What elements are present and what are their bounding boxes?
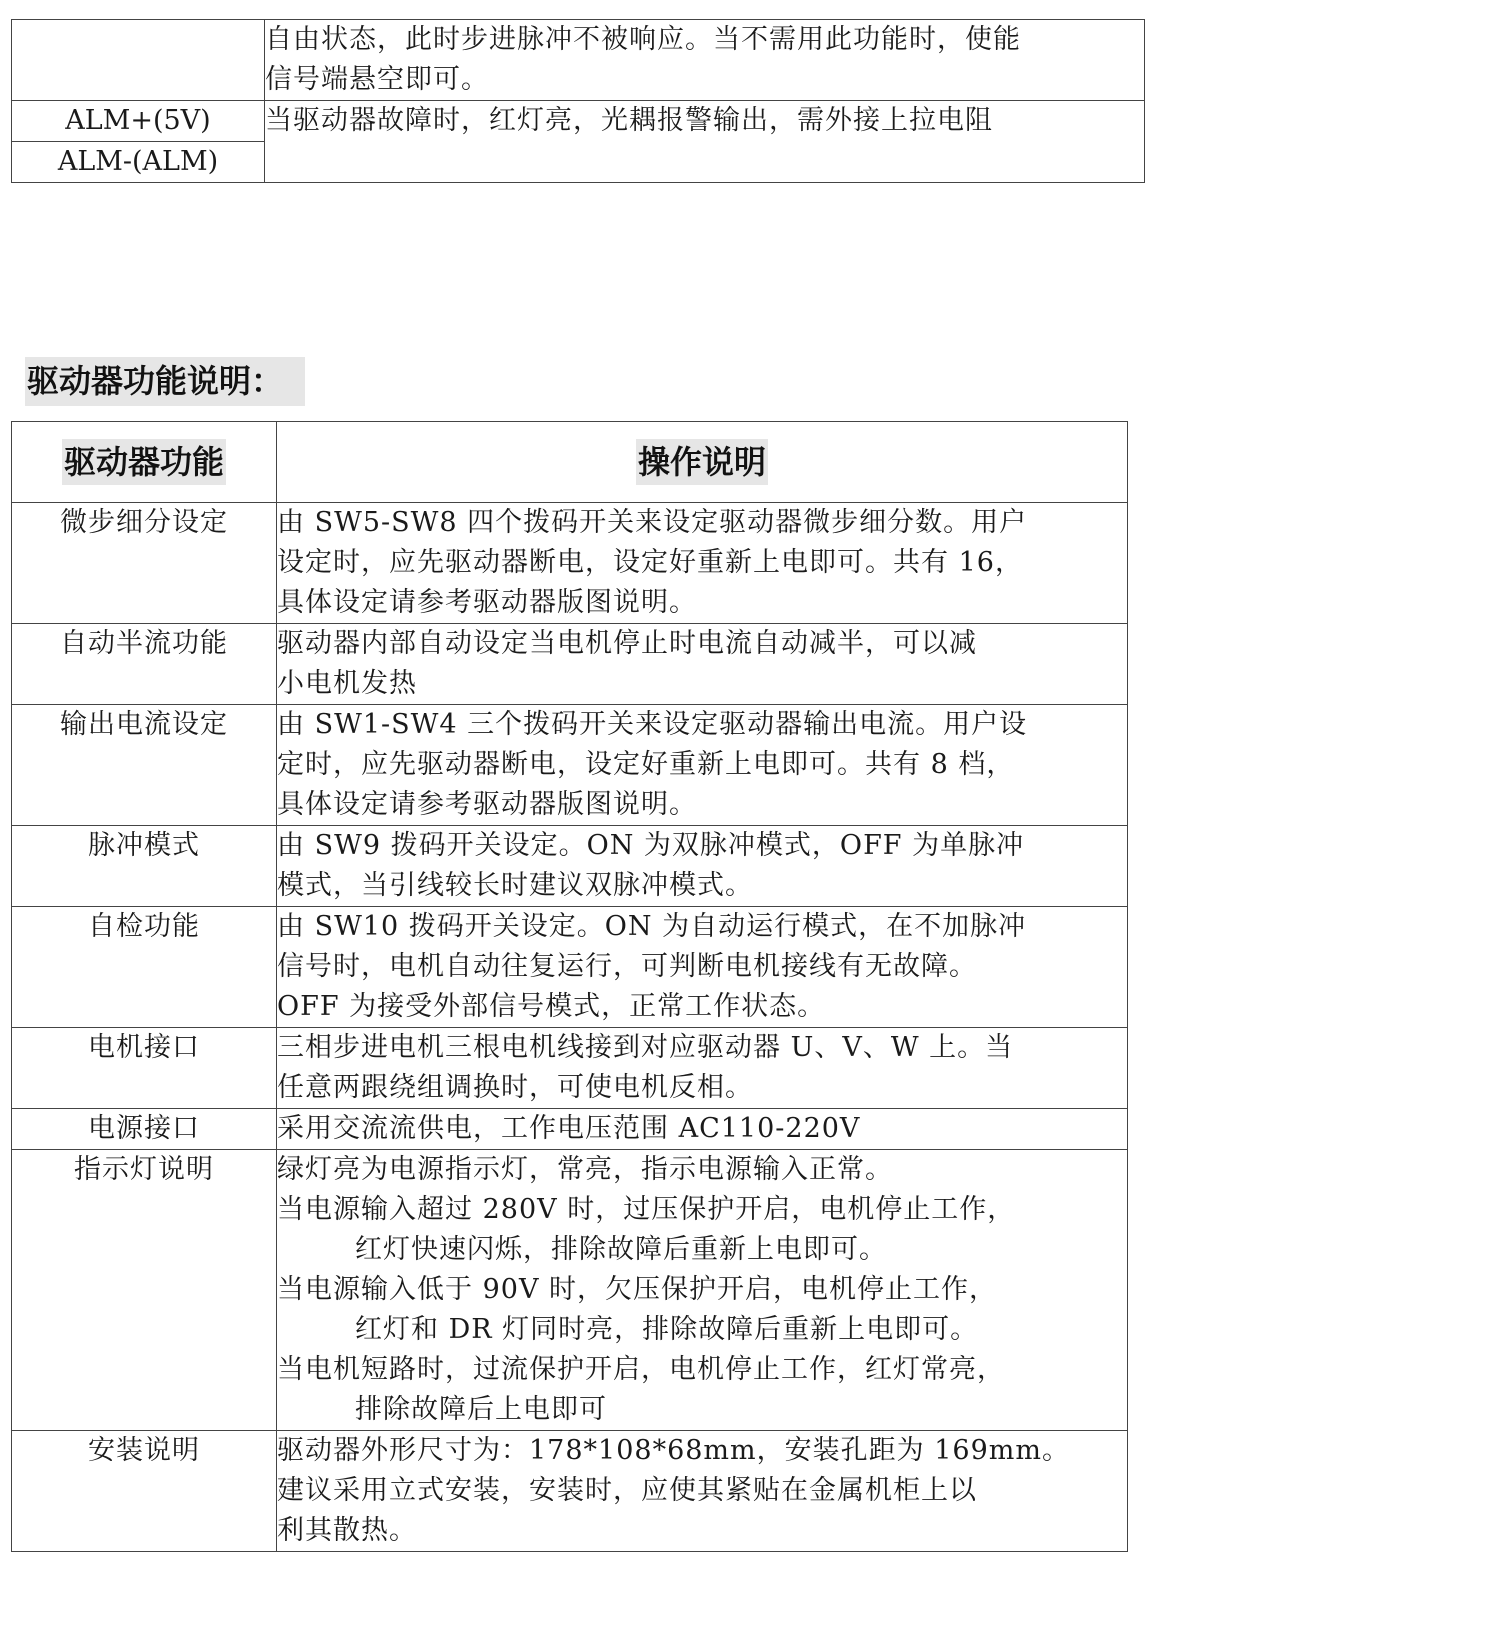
- description-line: 任意两跟绕组调换时，可使电机反相。: [277, 1072, 753, 1103]
- operation-description-cell: [277, 907, 1128, 1028]
- function-name-cell: 脉冲模式: [12, 826, 277, 907]
- signal-name-alm-plus: ALM+(5V): [12, 101, 265, 142]
- description-line: 驱动器内部自动设定当电机停止时电流自动减半，可以减: [277, 628, 977, 659]
- table-row: [12, 101, 1145, 142]
- function-name-cell: 自动半流功能: [12, 624, 277, 705]
- operation-description-cell: [277, 1150, 1128, 1431]
- description-line: 排除故障后上电即可: [355, 1394, 607, 1425]
- description-line: 由 SW5-SW8 四个拨码开关来设定驱动器微步细分数。用户: [277, 507, 1028, 538]
- function-name-cell: 自检功能: [12, 907, 277, 1028]
- description-line: 绿灯亮为电源指示灯，常亮，指示电源输入正常。: [277, 1154, 893, 1185]
- table-row: [12, 907, 1128, 1028]
- alarm-description-cell: [265, 101, 1145, 183]
- description-line: 由 SW1-SW4 三个拨码开关来设定驱动器输出电流。用户设: [277, 709, 1028, 740]
- section-heading: 驱动器功能说明：: [25, 357, 305, 406]
- description-line: 具体设定请参考驱动器版图说明。: [277, 587, 697, 618]
- table-row: [12, 1109, 1128, 1150]
- function-name-cell: 输出电流设定: [12, 705, 277, 826]
- table-row: [12, 826, 1128, 907]
- description-line: 当电机短路时，过流保护开启，电机停止工作，红灯常亮，: [277, 1354, 1005, 1385]
- function-table-body: [12, 503, 1128, 1552]
- header-function-cell: [12, 422, 277, 503]
- description-line: 红灯快速闪烁，排除故障后重新上电即可。: [355, 1234, 887, 1265]
- description-line: OFF 为接受外部信号模式，正常工作状态。: [277, 991, 826, 1022]
- description-line: 由 SW9 拨码开关设定。ON 为双脉冲模式，OFF 为单脉冲: [277, 830, 1025, 861]
- description-line: 由 SW10 拨码开关设定。ON 为自动运行模式，在不加脉冲: [277, 911, 1027, 942]
- description-line: 信号时，电机自动往复运行，可判断电机接线有无故障。: [277, 951, 977, 982]
- function-name-cell: 电源接口: [12, 1109, 277, 1150]
- description-line: 三相步进电机三根电机线接到对应驱动器 U、V、W 上。当: [277, 1032, 1014, 1063]
- operation-description-cell: [277, 1431, 1128, 1552]
- function-name-cell: 安装说明: [12, 1431, 277, 1552]
- table-row: [12, 1028, 1128, 1109]
- signal-name-alm-minus: ALM-(ALM): [12, 142, 265, 183]
- description-line: 当电源输入低于 90V 时，欠压保护开启，电机停止工作，: [277, 1274, 998, 1305]
- signal-table-continued: [11, 19, 1145, 183]
- table-row: [12, 705, 1128, 826]
- operation-description-cell: [277, 1028, 1128, 1109]
- table-row: [12, 1431, 1128, 1552]
- function-name-cell: 微步细分设定: [12, 503, 277, 624]
- table-row: [12, 624, 1128, 705]
- header-operation-label: 操作说明: [636, 439, 768, 485]
- header-operation-cell: [277, 422, 1128, 503]
- table-header-row: [12, 422, 1128, 503]
- operation-description-cell: [277, 826, 1128, 907]
- description-line: 建议采用立式安装，安装时，应使其紧贴在金属机柜上以: [277, 1475, 977, 1506]
- description-line: 驱动器外形尺寸为：178*108*68mm，安装孔距为 169mm。: [277, 1435, 1070, 1466]
- header-function-label: 驱动器功能: [62, 439, 226, 485]
- description-line: 自由状态，此时步进脉冲不被响应。当不需用此功能时，使能: [265, 24, 1021, 55]
- description-line: 当电源输入超过 280V 时，过压保护开启，电机停止工作，: [277, 1194, 1016, 1225]
- description-line: 当驱动器故障时，红灯亮，光耦报警输出，需外接上拉电阻: [265, 105, 993, 136]
- signal-cell-empty: [12, 20, 265, 101]
- description-line: 信号端悬空即可。: [265, 64, 489, 95]
- table-row: [12, 20, 1145, 101]
- operation-description-cell: [277, 705, 1128, 826]
- driver-function-table: [11, 421, 1128, 1552]
- description-line: 红灯和 DR 灯同时亮，排除故障后重新上电即可。: [355, 1314, 979, 1345]
- function-name-cell: 电机接口: [12, 1028, 277, 1109]
- enable-description-cell: [265, 20, 1145, 101]
- operation-description-cell: [277, 503, 1128, 624]
- operation-description-cell: [277, 1109, 1128, 1150]
- table-row: [12, 503, 1128, 624]
- description-line: 小电机发热: [277, 668, 417, 699]
- description-line: 采用交流流供电，工作电压范围 AC110-220V: [277, 1113, 861, 1144]
- description-line: 定时，应先驱动器断电，设定好重新上电即可。共有 8 档，: [277, 749, 1015, 780]
- description-line: 模式，当引线较长时建议双脉冲模式。: [277, 870, 753, 901]
- operation-description-cell: [277, 624, 1128, 705]
- table-row: [12, 1150, 1128, 1431]
- function-name-cell: 指示灯说明: [12, 1150, 277, 1431]
- description-line: 具体设定请参考驱动器版图说明。: [277, 789, 697, 820]
- description-line: 设定时，应先驱动器断电，设定好重新上电即可。共有 16，: [277, 547, 1023, 578]
- description-line: 利其散热。: [277, 1515, 417, 1546]
